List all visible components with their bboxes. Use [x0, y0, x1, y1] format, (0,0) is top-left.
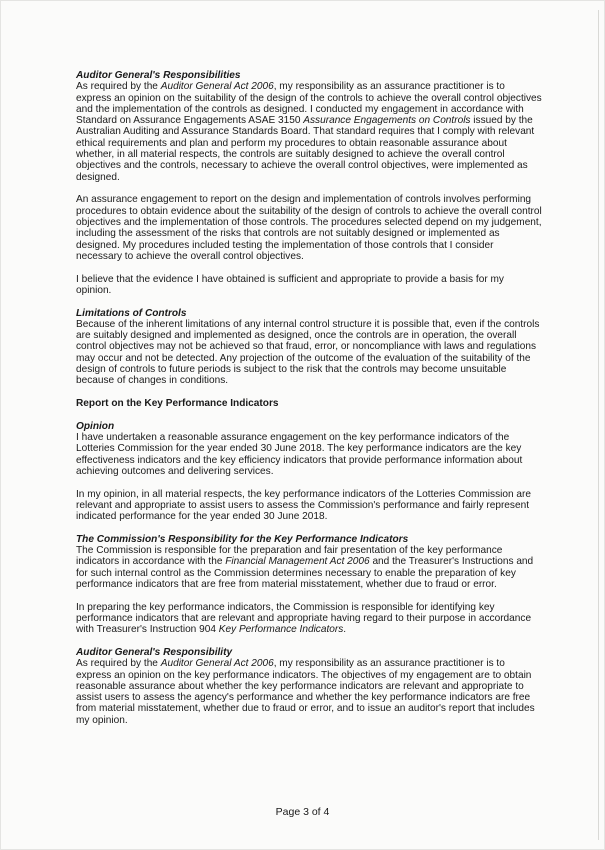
commission-paragraph-1: The Commission is responsible for the preparation and fair presentation of the key performance indicators in accordance with the Financial Management Act 2006 and the Treasurer's Instructions and for such internal control as the Commission determines necessary to enable the preparation of key performance indicators that are free from material misstatement, whether due to fraud or error.	[76, 545, 534, 591]
ag-paragraph-1: As required by the Auditor General Act 2006, my responsibility as an assurance practitioner is to express an opinion on the suitability of the design of the controls to achieve the overall control objectives and the implementation of the controls as designed. I conducted my engagement in accordance with Standard on Assurance Engagements ASAE 3150 Assurance Engagements on Controls issued by the Australian Auditing and Assurance Standards Board. That standard requires that I comply with relevant ethical requirements and plan and perform my procedures to obtain reasonable assurance about whether, in all material respects, the controls are suitably designed to achieve the overall control objectives and the controls, necessary to achieve the overall control objectives, were implemented as designed.	[76, 81, 542, 183]
heading-auditor-general-responsibility: Auditor General's Responsibility	[76, 646, 233, 658]
ag-paragraph-3: I believe that the evidence I have obtained is sufficient and appropriate to provide a basis for my opinion.	[76, 273, 504, 296]
ag-paragraph-2: An assurance engagement to report on the design and implementation of controls involves performing procedures to obtain evidence about the suitability of the design of controls to achieve the overall control objectives and the implementation of those controls. The procedures selected depend on my judgement, including the assessment of the risks that controls are not suitably designed or implemented as designed. My procedures included testing the implementation of those controls that I consider necessary to achieve the overall control objectives.	[76, 194, 542, 262]
heading-auditor-general-responsibilities: Auditor General's Responsibilities	[76, 70, 241, 81]
heading-commission-responsibility: The Commission's Responsibility for the Key Performance Indicators	[76, 533, 409, 545]
heading-opinion: Opinion	[76, 420, 115, 432]
ag2-paragraph: As required by the Auditor General Act 2006, my responsibility as an assurance practitioner is to express an opinion on the key performance indicators. The objectives of my engagement are to obtain reasonable assurance about whether the key performance indicators are relevant and appropriate to assist users to assess the agency's performance and whether the key performance indicators are free from material misstatement, whether due to fraud or error, and to issue an auditor's report that includes my opinion.	[76, 658, 535, 726]
commission-paragraph-2: In preparing the key performance indicators, the Commission is responsible for identifying key performance indicators that are relevant and appropriate having regard to their purpose in accordance with Treasurer's Instruction 904 Key Performance Indicators.	[76, 601, 532, 636]
page-number: Page 3 of 4	[275, 806, 330, 818]
limitations-paragraph: Because of the inherent limitations of any internal control structure it is possible that, even if the controls are suitably designed and implemented as designed, once the controls are in operation, the overall control objectives may not be achieved so that fraud, error, or noncompliance with laws and regulations may occur and not be detected. Any projection of the outcome of the evaluation of the suitability of the design of controls to future periods is subject to the risk that the controls may become unsuitable because of changes in conditions.	[76, 318, 540, 387]
heading-limitations-of-controls: Limitations of Controls	[76, 307, 187, 319]
opinion-paragraph-2: In my opinion, in all material respects, the key performance indicators of the Lotteries Commission are relevant and appropriate to assist users to assess the Commission's performance and fairly represent indicated performance for the year ended 30 June 2018.	[76, 488, 531, 523]
opinion-paragraph-1: I have undertaken a reasonable assurance engagement on the key performance indicators of the Lotteries Commission for the year ended 30 June 2018. The key performance indicators are the key effectiveness indicators and the key efficiency indicators that provide performance information about achieving outcomes and delivering services.	[76, 431, 523, 477]
heading-kpi-report: Report on the Key Performance Indicators	[76, 397, 279, 409]
scan-edge	[592, 10, 599, 840]
document-body	[76, 70, 542, 726]
